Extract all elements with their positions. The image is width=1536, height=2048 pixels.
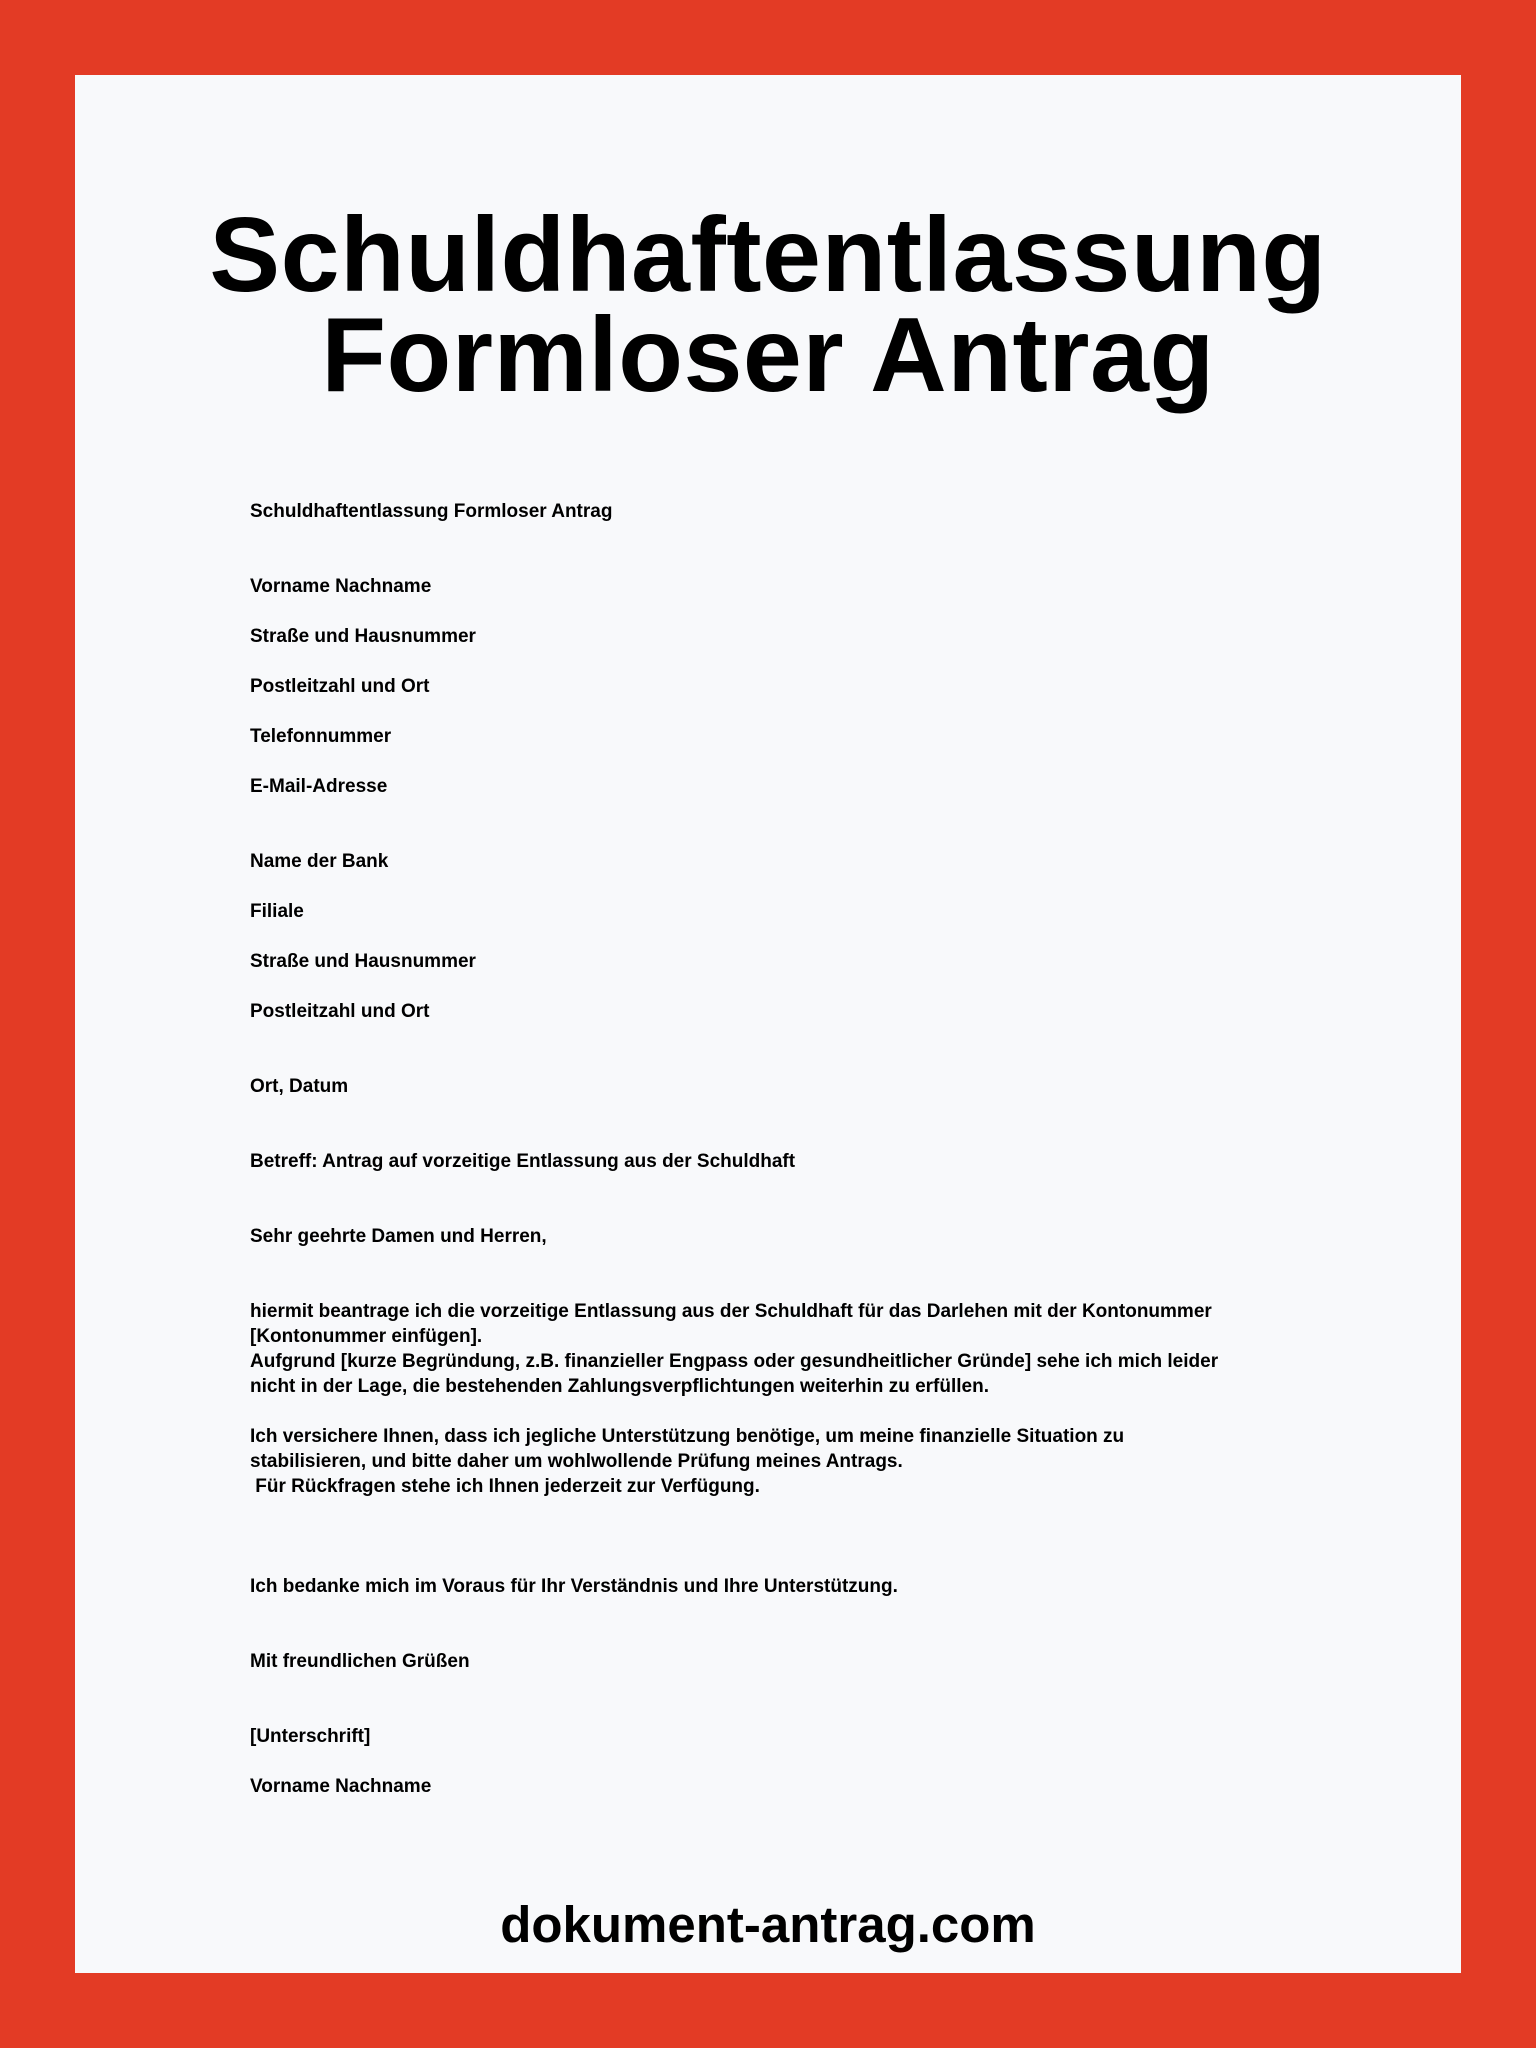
paragraph-line: stabilisieren, und bitte daher um wohlwollende Prüfung meines Antrags. xyxy=(250,1451,903,1472)
letter-heading: Schuldhaftentlassung Formloser Antrag xyxy=(250,501,613,522)
footer-website: dokument-antrag.com xyxy=(500,1896,1036,1953)
recipient-bank: Name der Bank xyxy=(250,851,389,872)
sender-email: E-Mail-Adresse xyxy=(250,776,388,797)
paragraph-request xyxy=(250,1299,1350,1399)
paragraph-assurance xyxy=(250,1424,1350,1499)
sender-street: Straße und Hausnummer xyxy=(250,626,476,647)
sender-name: Vorname Nachname xyxy=(250,576,432,597)
subject-line: Betreff: Antrag auf vorzeitige Entlassung aus der Schuldhaft xyxy=(250,1151,796,1172)
sender-city: Postleitzahl und Ort xyxy=(250,676,430,697)
paragraph-line: [Kontonummer einfügen]. xyxy=(250,1326,483,1347)
page-title-line-2: Formloser Antrag xyxy=(321,296,1215,414)
paragraph-line: Für Rückfragen stehe ich Ihnen jederzeit zur Verfügung. xyxy=(250,1476,760,1497)
paragraph-line: Aufgrund [kurze Begründung, z.B. finanzieller Engpass oder gesundheitlicher Gründe] sehe ich mich leider xyxy=(250,1351,1219,1372)
page-title-line-1: Schuldhaftentlassung xyxy=(209,196,1327,314)
signer-name: Vorname Nachname xyxy=(250,1776,432,1797)
paragraph-line: Ich versichere Ihnen, dass ich jegliche Unterstützung benötige, um meine finanzielle Situation zu xyxy=(250,1426,1125,1447)
thanks-line: Ich bedanke mich im Voraus für Ihr Verständnis und Ihre Unterstützung. xyxy=(250,1576,898,1597)
recipient-branch: Filiale xyxy=(250,901,304,922)
closing-line: Mit freundlichen Grüßen xyxy=(250,1651,470,1672)
page-title xyxy=(75,196,1461,414)
salutation: Sehr geehrte Damen und Herren, xyxy=(250,1226,547,1247)
paragraph-line: hiermit beantrage ich die vorzeitige Entlassung aus der Schuldhaft für das Darlehen mit der Kontonummer xyxy=(250,1301,1212,1322)
document-sheet xyxy=(75,75,1461,1973)
place-date: Ort, Datum xyxy=(250,1076,349,1097)
recipient-city: Postleitzahl und Ort xyxy=(250,1001,430,1022)
paragraph-line: nicht in der Lage, die bestehenden Zahlungsverpflichtungen weiterhin zu erfüllen. xyxy=(250,1376,989,1397)
signature-placeholder: [Unterschrift] xyxy=(250,1726,371,1747)
sender-phone: Telefonnummer xyxy=(250,726,392,747)
recipient-street: Straße und Hausnummer xyxy=(250,951,476,972)
